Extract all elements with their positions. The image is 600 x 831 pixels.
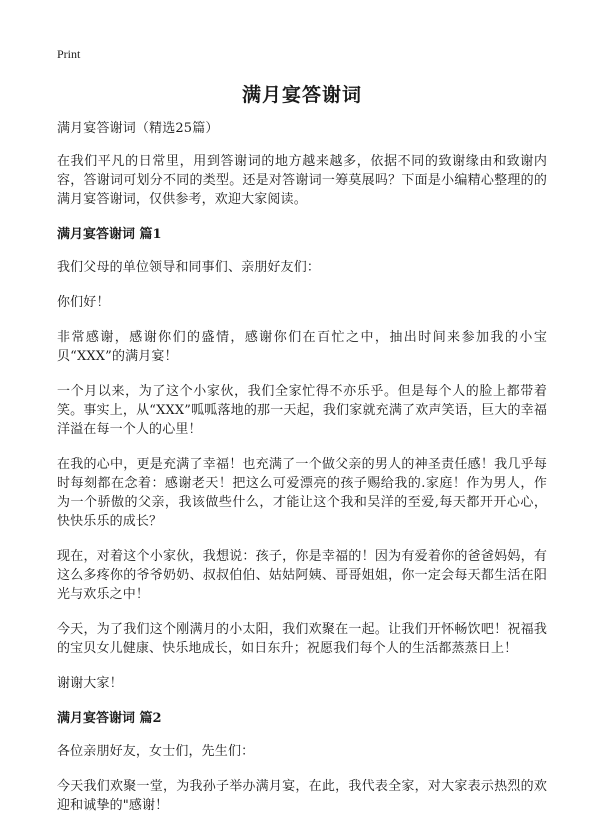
section-1-paragraph: 现在，对着这个小家伙，我想说：孩子，你是幸福的！因为有爱着你的爸爸妈妈，有这么多疼你的爷爷奶奶、叔叔伯伯、姑姑阿姨、哥哥姐姐，你一定会每天都生活在阳光与欢乐之中！ [57,549,547,602]
section-1-paragraph: 我们父母的单位领导和同事们、亲朋好友们： [57,260,321,275]
section-heading-1: 满月宴答谢词 篇1 [57,227,162,242]
intro-paragraph: 在我们平凡的日常里，用到答谢词的地方越来越多，依据不同的致谢缘由和致谢内容，答谢词可划分不同的类型。还是对答谢词一筹莫展吗？下面是小编精心整理的的满月宴答谢词，仅供参考，欢迎大家阅读。 [57,154,547,207]
print-link[interactable]: Print [57,47,81,61]
section-1-paragraph: 你们好！ [57,295,110,310]
section-1-paragraph: 在我的心中，更是充满了幸福！也充满了一个做父亲的男人的神圣责任感！我几乎每时每刻都在念着：感谢老天！把这么可爱漂亮的孩子赐给我的.家庭！作为男人，作为一个骄傲的父亲，我该做些什么，才能让这个我和吴洋的至爱,每天都开开心心，快快乐乐的成长？ [57,457,547,529]
section-1-paragraph: 谢谢大家！ [57,676,123,691]
section-1-paragraph: 一个月以来，为了这个小家伙，我们全家忙得不亦乐乎。但是每个人的脸上都带着笑。事实上，从“XXX”呱呱落地的那一天起，我们家就充满了欢声笑语，巨大的幸福洋溢在每一个人的心里！ [57,384,547,437]
section-2-paragraph: 各位亲朋好友，女士们，先生们： [57,744,255,759]
page-title: 满月宴答谢词 [241,84,362,106]
section-1-paragraph: 今天，为了我们这个刚满月的小太阳，我们欢聚在一起。让我们开怀畅饮吧！祝福我的宝贝女儿健康、快乐地成长，如日东升；祝愿我们每个人的生活都蒸蒸日上！ [57,622,547,656]
document-body [57,119,547,831]
section-2-paragraph: 今天我们欢聚一堂，为我孙子举办满月宴，在此，我代表全家，对大家表示热烈的欢迎和诚挚的"感谢！ [57,779,547,813]
document-subtitle: 满月宴答谢词（精选25篇） [57,121,219,136]
section-1-paragraph: 非常感谢，感谢你们的盛情，感谢你们在百忙之中，抽出时间来参加我的小宝贝“XXX”的满月宴！ [57,330,547,364]
section-heading-2: 满月宴答谢词 篇2 [57,711,162,726]
